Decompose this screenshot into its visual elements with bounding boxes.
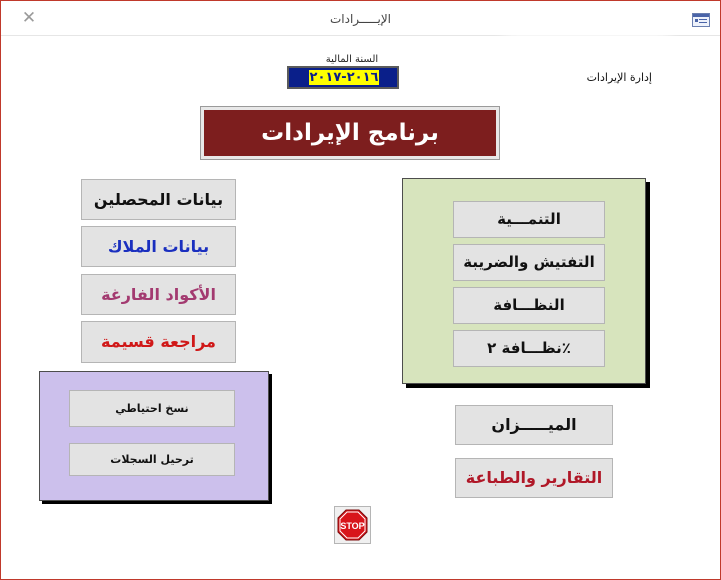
title-bar[interactable]	[1, 1, 720, 36]
program-title: برنامج الإيرادات	[201, 107, 499, 159]
admin-label: إدارة الإيرادات	[586, 71, 652, 84]
stop-text: STOP	[340, 521, 365, 531]
cleanliness-button[interactable]: النظـــافة	[453, 287, 605, 324]
close-icon[interactable]: ✕	[21, 8, 37, 28]
fiscal-year-label: السنة المالية	[325, 54, 379, 65]
collectors-data-button[interactable]: بيانات المحصلين	[81, 179, 236, 220]
stop-button[interactable]	[334, 506, 371, 544]
inspection-tax-button[interactable]: التفتيش والضريبة	[453, 244, 605, 281]
empty-codes-button[interactable]: الأكواد الفارغة	[81, 274, 236, 315]
reports-printing-button[interactable]: التقارير والطباعة	[455, 458, 613, 498]
backup-button[interactable]: نسخ احتياطي	[69, 390, 235, 427]
payment-voucher-review-button[interactable]: مراجعة قسيمة	[81, 321, 236, 363]
window-title: الإيـــــرادات	[329, 12, 392, 26]
balance-button[interactable]: الميـــــزان	[455, 405, 613, 445]
fiscal-year-value: ٢٠١٦-٢٠١٧	[309, 70, 379, 85]
stop-sign-icon	[337, 509, 368, 541]
owners-data-button[interactable]: بيانات الملاك	[81, 226, 236, 267]
redacted-area	[502, 40, 672, 70]
development-button[interactable]: التنمـــية	[453, 201, 605, 238]
form-icon	[692, 13, 710, 27]
post-records-button[interactable]: ترحيل السجلات	[69, 443, 235, 476]
cleanliness-2pct-button[interactable]: نظـــافة ٢٪	[453, 330, 605, 367]
fiscal-year-field[interactable]	[287, 66, 399, 89]
